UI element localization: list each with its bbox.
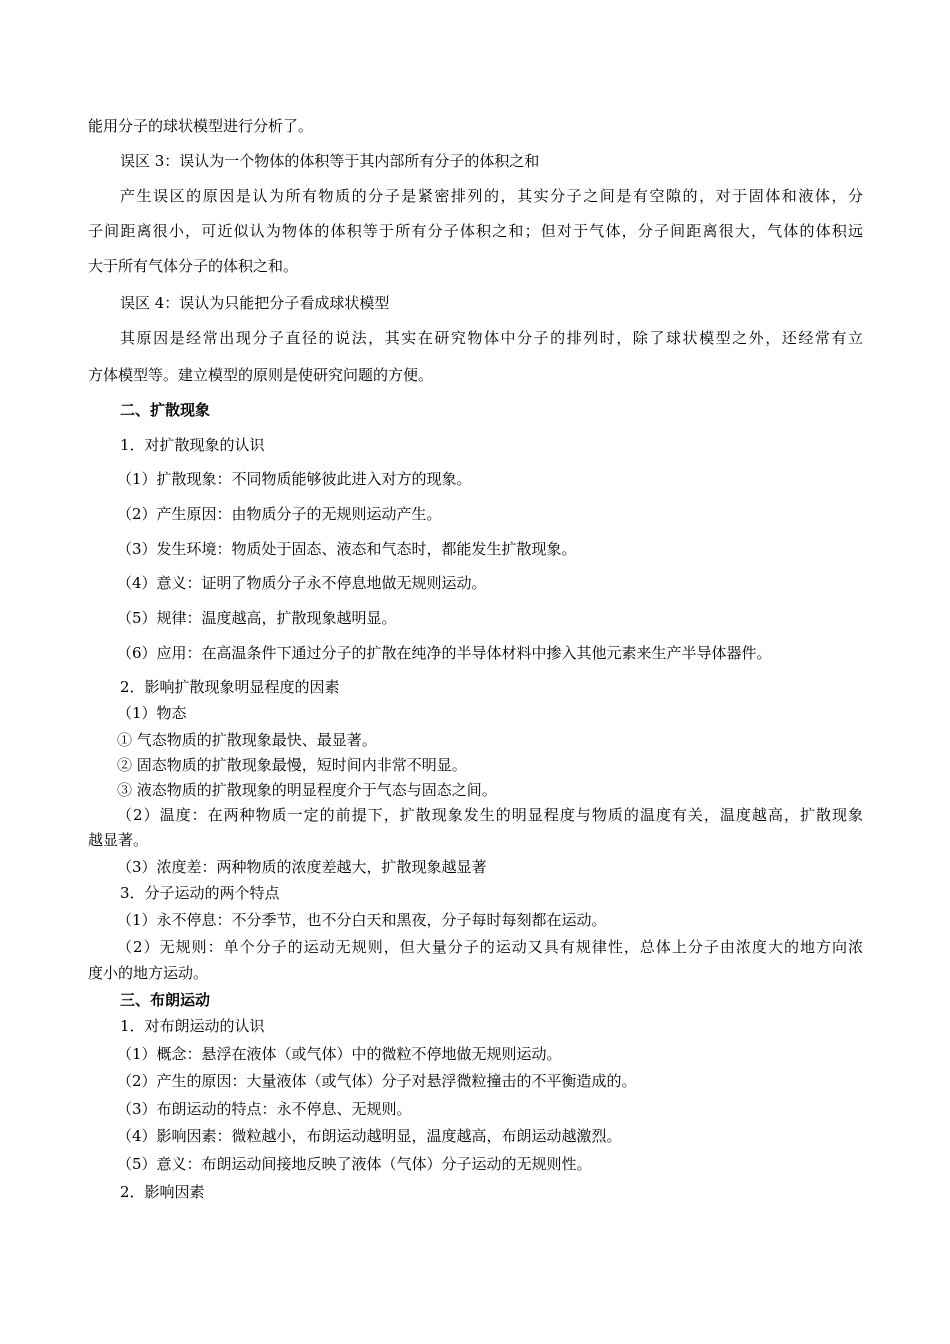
- list-item: （3）发生环境：物质处于固态、液态和气态时，都能发生扩散现象。: [117, 540, 577, 558]
- subsection-heading: 3．分子运动的两个特点: [120, 884, 280, 902]
- subsection-heading: 1．对布朗运动的认识: [120, 1017, 265, 1035]
- list-item: （1）概念：悬浮在液体（或气体）中的微粒不停地做无规则运动。: [117, 1045, 562, 1063]
- paragraph-line: 能用分子的球状模型进行分析了。: [88, 117, 314, 135]
- list-item: ① 气态物质的扩散现象最快、最显著。: [117, 731, 377, 749]
- list-item: （3）浓度差：两种物质的浓度差越大，扩散现象越显著: [117, 858, 487, 876]
- list-item: （2）温度：在两种物质一定的前提下，扩散现象发生的明显程度与物质的温度有关，温度越高，扩散现象: [117, 806, 863, 824]
- subsection-heading: 1．对扩散现象的认识: [120, 436, 265, 454]
- paragraph-line: 产生误区的原因是认为所有物质的分子是紧密排列的，其实分子之间是有空隙的，对于固体和液体，分: [120, 187, 863, 205]
- subsection-heading: 2．影响因素: [120, 1183, 205, 1201]
- misconception-heading-4: 误区 4：误认为只能把分子看成球状模型: [120, 294, 390, 312]
- paragraph-line: 大于所有气体分子的体积之和。: [88, 257, 299, 275]
- list-item: （5）意义：布朗运动间接地反映了液体（气体）分子运动的无规则性。: [117, 1155, 592, 1173]
- paragraph-line: 子间距离很小，可近似认为物体的体积等于所有分子体积之和；但对于气体，分子间距离很大，气体的体积远: [88, 222, 863, 240]
- list-item: （5）规律：温度越高，扩散现象越明显。: [117, 609, 397, 627]
- list-item: ③ 液态物质的扩散现象的明显程度介于气态与固态之间。: [117, 781, 497, 799]
- list-item: （6）应用：在高温条件下通过分子的扩散在纯净的半导体材料中掺入其他元素来生产半导体器件。: [117, 644, 772, 662]
- subsection-heading: 2．影响扩散现象明显程度的因素: [120, 678, 340, 696]
- list-item: （2）产生的原因：大量液体（或气体）分子对悬浮微粒撞击的不平衡造成的。: [117, 1072, 637, 1090]
- list-item: （4）意义：证明了物质分子永不停息地做无规则运动。: [117, 574, 487, 592]
- misconception-heading-3: 误区 3：误认为一个物体的体积等于其内部所有分子的体积之和: [120, 152, 540, 170]
- list-item: （2）产生原因：由物质分子的无规则运动产生。: [117, 505, 442, 523]
- paragraph-line: 其原因是经常出现分子直径的说法，其实在研究物体中分子的排列时，除了球状模型之外，还经常有立: [120, 329, 863, 347]
- list-item: （2）无规则：单个分子的运动无规则，但大量分子的运动又具有规律性，总体上分子由浓度大的地方向浓: [117, 938, 863, 956]
- paragraph-line: 越显著。: [88, 831, 149, 849]
- section-heading-diffusion: 二、扩散现象: [120, 401, 211, 419]
- list-item: （1）扩散现象：不同物质能够彼此进入对方的现象。: [117, 470, 472, 488]
- paragraph-line: 方体模型等。建立模型的原则是使研究问题的方便。: [88, 366, 434, 384]
- list-item: （3）布朗运动的特点：永不停息、无规则。: [117, 1100, 412, 1118]
- list-item: （4）影响因素：微粒越小，布朗运动越明显，温度越高，布朗运动越激烈。: [117, 1127, 622, 1145]
- section-heading-brownian: 三、布朗运动: [120, 991, 211, 1009]
- paragraph-line: 度小的地方运动。: [88, 964, 209, 982]
- list-item: （1）物态: [117, 704, 187, 722]
- list-item: （1）永不停息：不分季节，也不分白天和黑夜，分子每时每刻都在运动。: [117, 911, 607, 929]
- list-item: ② 固态物质的扩散现象最慢，短时间内非常不明显。: [117, 756, 467, 774]
